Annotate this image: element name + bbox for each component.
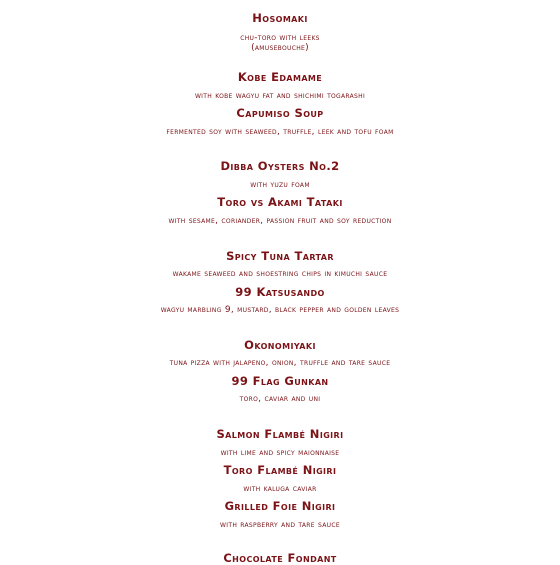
dish-name: Hosomaki bbox=[252, 11, 308, 25]
dish-description: tuna pizza with jalapeno, onion, truffle and tare sauce bbox=[169, 358, 391, 368]
dish-description: with kobe wagyu fat and shichimi togarashi bbox=[194, 91, 366, 101]
dish-name: Salmon Flambé Nigiri bbox=[216, 427, 344, 441]
dish-description: with kaluga caviar bbox=[243, 484, 317, 494]
dish-description: with raspberry and tare sauce bbox=[220, 520, 340, 530]
dish-description: with yuzu foam bbox=[250, 180, 310, 190]
dish-description: wakame seaweed and shoestring chips in kimuchi sauce bbox=[172, 269, 388, 279]
dish-name: Chocolate Fondant bbox=[223, 551, 337, 565]
dish-name: Toro vs Akami Tataki bbox=[217, 195, 343, 209]
dish-description: toro, caviar and uni bbox=[239, 394, 321, 404]
dish-description: fermented soy with seaweed, truffle, leek and tofu foam bbox=[166, 127, 394, 137]
dish-name: 99 Flag Gunkan bbox=[231, 374, 329, 388]
dish-description: wagyu marbling 9, mustard, black pepper and golden leaves bbox=[160, 305, 400, 315]
dish-name: Grilled Foie Nigiri bbox=[224, 499, 336, 513]
dish-name: Toro Flambé Nigiri bbox=[223, 463, 337, 477]
dish-name: Dibba Oysters No.2 bbox=[220, 159, 340, 173]
dish-name: 99 Katsusando bbox=[235, 285, 325, 299]
dish-note: (amusebouche) bbox=[251, 43, 309, 53]
dish-name: Spicy Tuna Tartar bbox=[226, 249, 334, 263]
dish-name: Kobe Edamame bbox=[237, 70, 323, 84]
dish-name: Capumiso Soup bbox=[236, 106, 324, 120]
dish-name: Okonomiyaki bbox=[244, 338, 316, 352]
dish-description: chu-toro with leeks bbox=[240, 33, 320, 43]
dish-description: with sesame, coriander, passion fruit and soy reduction bbox=[168, 216, 392, 226]
dish-description: with lime and spicy maionnaise bbox=[220, 448, 340, 458]
